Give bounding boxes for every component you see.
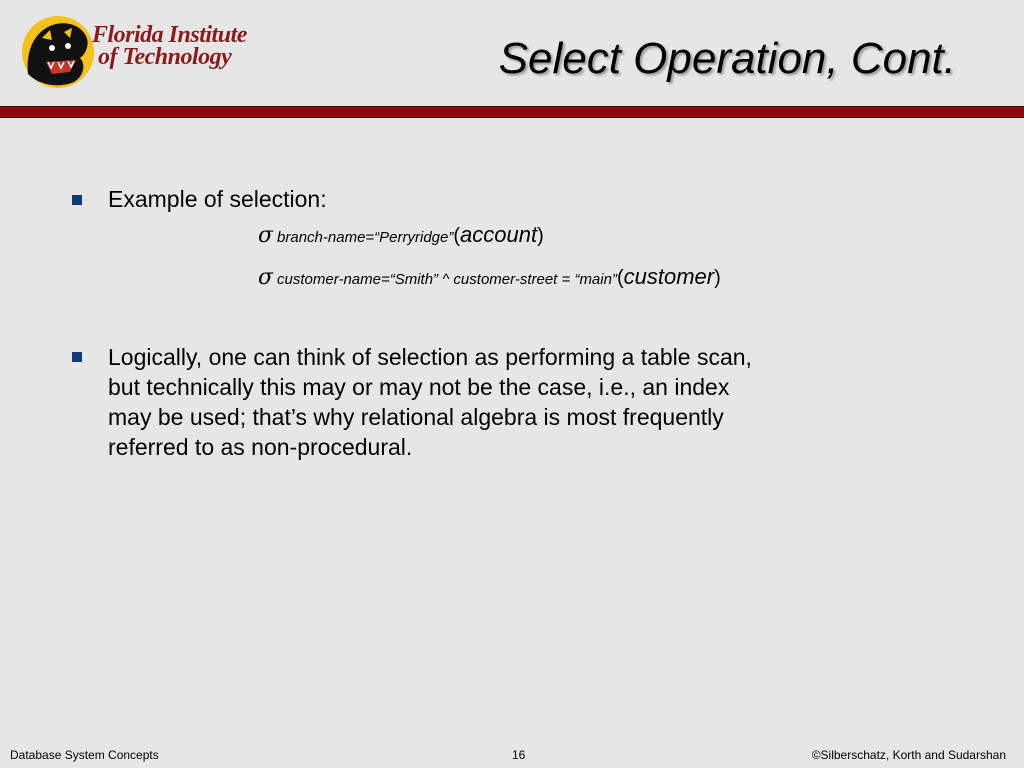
close-paren: ) <box>537 225 544 247</box>
slide-title: Select Operation, Cont. <box>498 34 956 83</box>
sigma-symbol: σ <box>258 265 274 290</box>
logo-wordmark <box>92 24 247 68</box>
paragraph-line: referred to as non-procedural. <box>108 434 413 460</box>
selection-expression <box>258 222 544 248</box>
relation-name: customer <box>623 264 715 289</box>
close-paren: ) <box>714 267 721 289</box>
sigma-symbol: σ <box>258 223 274 248</box>
open-paren: ( <box>453 225 461 247</box>
footer-course: Database System Concepts <box>10 748 159 762</box>
fit-logo <box>20 14 260 90</box>
paragraph-line: but technically this may or may not be the case, i.e., an index <box>108 374 730 400</box>
bullet-example-text: Example of selection: <box>108 186 327 212</box>
relation-name: account <box>460 222 538 247</box>
footer-page-number: 16 <box>512 748 526 762</box>
paragraph-line: Logically, one can think of selection as performing a table scan, <box>108 344 752 370</box>
bullet-marker-icon <box>72 195 82 205</box>
bullet-selection-paragraph <box>108 342 752 462</box>
logo-line-2: of Technology <box>98 44 232 70</box>
footer-copyright: ©Silberschatz, Korth and Sudarshan <box>811 748 1006 762</box>
bullet-marker-icon <box>72 352 82 362</box>
logo-line-1: Florida Institute <box>92 22 247 48</box>
selection-predicate: branch-name=“Perryridge” <box>277 229 454 246</box>
open-paren: ( <box>616 267 624 289</box>
selection-predicate: customer-name=“Smith” ^ customer-street = “main” <box>277 271 617 288</box>
paragraph-line: may be used; that’s why relational algebra is most frequently <box>108 404 724 430</box>
selection-expression <box>258 264 721 290</box>
header-rule <box>0 106 1024 118</box>
